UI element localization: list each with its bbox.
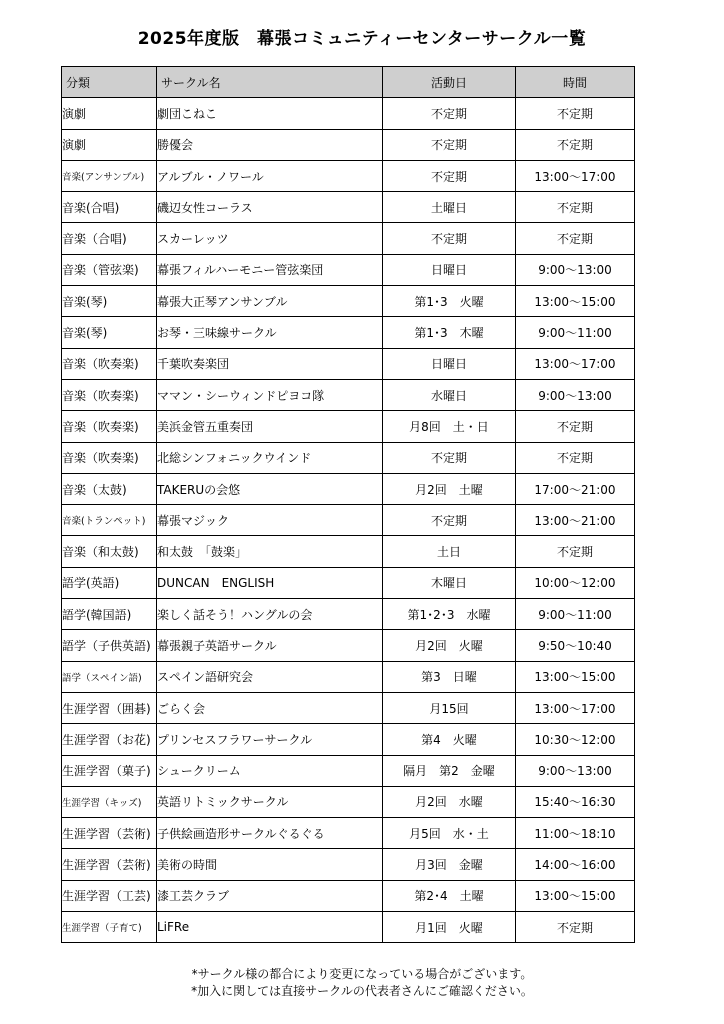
header-circle-name: サークル名 (157, 67, 383, 98)
circle-name-cell: 幕張親子英語サークル (157, 630, 383, 661)
category-cell: 音楽(琴) (62, 286, 157, 317)
category-cell: 語学(英語) (62, 567, 157, 598)
circle-name-cell: DUNCAN ENGLISH (157, 567, 383, 598)
circle-name-cell: 和太鼓 「鼓楽」 (157, 536, 383, 567)
time-cell: 14:00〜16:00 (516, 849, 635, 880)
time-cell: 13:00〜17:00 (516, 160, 635, 191)
time-cell: 不定期 (516, 98, 635, 129)
circle-name-cell: 幕張フィルハーモニー管弦楽団 (157, 254, 383, 285)
activity-day-cell: 月5回 水・土 (383, 818, 516, 849)
table-row (62, 630, 635, 661)
activity-day-cell: 日曜日 (383, 254, 516, 285)
table-row (62, 317, 635, 348)
time-cell: 13:00〜21:00 (516, 505, 635, 536)
circle-name-cell: お琴・三味線サークル (157, 317, 383, 348)
note-line: *加入に関しては直接サークルの代表者さんにご確認ください。 (191, 984, 533, 998)
category-cell: 音楽（太鼓) (62, 473, 157, 504)
circle-name-cell: 子供絵画造形サークルぐるぐる (157, 818, 383, 849)
table-row (62, 692, 635, 723)
category-cell: 音楽(トランペット) (62, 505, 157, 536)
circle-name-cell: 美術の時間 (157, 849, 383, 880)
circle-name-cell: プリンセスフラワーサークル (157, 724, 383, 755)
circle-name-cell: 劇団こねこ (157, 98, 383, 129)
activity-day-cell: 月3回 金曜 (383, 849, 516, 880)
activity-day-cell: 月8回 土・日 (383, 411, 516, 442)
time-cell: 9:00〜13:00 (516, 755, 635, 786)
activity-day-cell: 不定期 (383, 129, 516, 160)
header-category: 分類 (62, 67, 157, 98)
category-cell: 生涯学習（囲碁) (62, 692, 157, 723)
time-cell: 9:00〜13:00 (516, 379, 635, 410)
circle-name-cell: 美浜金管五重奏団 (157, 411, 383, 442)
time-cell: 13:00〜15:00 (516, 661, 635, 692)
time-cell: 13:00〜17:00 (516, 348, 635, 379)
category-cell: 音楽(アンサンブル) (62, 160, 157, 191)
time-cell: 不定期 (516, 223, 635, 254)
time-cell: 13:00〜15:00 (516, 286, 635, 317)
time-cell: 不定期 (516, 442, 635, 473)
time-cell: 9:50〜10:40 (516, 630, 635, 661)
table-row (62, 786, 635, 817)
time-cell: 9:00〜11:00 (516, 317, 635, 348)
activity-day-cell: 第1･3 火曜 (383, 286, 516, 317)
category-cell: 音楽（吹奏楽) (62, 442, 157, 473)
category-cell: 音楽（管弦楽) (62, 254, 157, 285)
time-cell: 不定期 (516, 411, 635, 442)
category-cell: 語学(韓国語) (62, 599, 157, 630)
table-row (62, 286, 635, 317)
note-line: *サークル様の都合により変更になっている場合がございます。 (191, 967, 533, 981)
category-cell: 音楽（和太鼓) (62, 536, 157, 567)
time-cell: 不定期 (516, 536, 635, 567)
time-cell: 10:30〜12:00 (516, 724, 635, 755)
category-cell: 語学（スペイン語) (62, 661, 157, 692)
table-row (62, 98, 635, 129)
circle-name-cell: 楽しく話そう！ハングルの会 (157, 599, 383, 630)
header-time: 時間 (516, 67, 635, 98)
category-cell: 生涯学習（キッズ) (62, 786, 157, 817)
page-title: 2025年度版 幕張コミュニティーセンターサークル一覧 (137, 29, 587, 49)
activity-day-cell: 不定期 (383, 442, 516, 473)
table-row (62, 599, 635, 630)
activity-day-cell: 第4 火曜 (383, 724, 516, 755)
table-row (62, 912, 635, 943)
activity-day-cell: 月2回 土曜 (383, 473, 516, 504)
time-cell: 17:00〜21:00 (516, 473, 635, 504)
activity-day-cell: 土曜日 (383, 192, 516, 223)
table-row (62, 849, 635, 880)
category-cell: 語学（子供英語) (62, 630, 157, 661)
table-header-row (62, 67, 635, 98)
table-row (62, 379, 635, 410)
table-row (62, 223, 635, 254)
category-cell: 音楽（吹奏楽) (62, 348, 157, 379)
activity-day-cell: 第2･4 土曜 (383, 880, 516, 911)
category-cell: 生涯学習（芸術) (62, 849, 157, 880)
category-cell: 演劇 (62, 129, 157, 160)
time-cell: 11:00〜18:10 (516, 818, 635, 849)
activity-day-cell: 月2回 水曜 (383, 786, 516, 817)
time-cell: 10:00〜12:00 (516, 567, 635, 598)
time-cell: 9:00〜13:00 (516, 254, 635, 285)
circle-name-cell: 勝優会 (157, 129, 383, 160)
circle-list-table (61, 66, 635, 943)
table-row (62, 724, 635, 755)
circle-name-cell: LiFRe (157, 912, 383, 943)
category-cell: 生涯学習（子育て) (62, 912, 157, 943)
category-cell: 生涯学習（菓子) (62, 755, 157, 786)
category-cell: 音楽(琴) (62, 317, 157, 348)
circle-name-cell: スカーレッツ (157, 223, 383, 254)
table-body (62, 98, 635, 943)
circle-name-cell: 千葉吹奏楽団 (157, 348, 383, 379)
table-row (62, 818, 635, 849)
category-cell: 生涯学習（工芸) (62, 880, 157, 911)
table-row (62, 567, 635, 598)
table-row (62, 160, 635, 191)
activity-day-cell: 日曜日 (383, 348, 516, 379)
circle-name-cell: 漆工芸クラブ (157, 880, 383, 911)
circle-name-cell: 磯辺女性コーラス (157, 192, 383, 223)
activity-day-cell: 不定期 (383, 98, 516, 129)
activity-day-cell: 第3 日曜 (383, 661, 516, 692)
time-cell: 15:40〜16:30 (516, 786, 635, 817)
table-row (62, 129, 635, 160)
category-cell: 生涯学習（お花) (62, 724, 157, 755)
circle-name-cell: 英語リトミックサークル (157, 786, 383, 817)
activity-day-cell: 第1･3 木曜 (383, 317, 516, 348)
circle-name-cell: TAKERUの会悠 (157, 473, 383, 504)
time-cell: 9:00〜11:00 (516, 599, 635, 630)
category-cell: 音楽（吹奏楽) (62, 379, 157, 410)
circle-name-cell: ママン・シーウィンドピヨコ隊 (157, 379, 383, 410)
activity-day-cell: 不定期 (383, 505, 516, 536)
time-cell: 不定期 (516, 129, 635, 160)
table-row (62, 254, 635, 285)
table-row (62, 473, 635, 504)
category-cell: 音楽(合唱) (62, 192, 157, 223)
table-row (62, 505, 635, 536)
activity-day-cell: 土日 (383, 536, 516, 567)
activity-day-cell: 月2回 火曜 (383, 630, 516, 661)
circle-name-cell: 幕張マジック (157, 505, 383, 536)
table-row (62, 536, 635, 567)
time-cell: 13:00〜17:00 (516, 692, 635, 723)
circle-name-cell: スペイン語研究会 (157, 661, 383, 692)
notes (0, 966, 724, 1000)
category-cell: 音楽（吹奏楽) (62, 411, 157, 442)
activity-day-cell: 不定期 (383, 223, 516, 254)
category-cell: 生涯学習（芸術) (62, 818, 157, 849)
activity-day-cell: 不定期 (383, 160, 516, 191)
activity-day-cell: 第1･2･3 水曜 (383, 599, 516, 630)
category-cell: 演劇 (62, 98, 157, 129)
activity-day-cell: 月15回 (383, 692, 516, 723)
table-row (62, 755, 635, 786)
activity-day-cell: 隔月 第2 金曜 (383, 755, 516, 786)
header-activity-day: 活動日 (383, 67, 516, 98)
circle-name-cell: 幕張大正琴アンサンブル (157, 286, 383, 317)
table-row (62, 880, 635, 911)
activity-day-cell: 木曜日 (383, 567, 516, 598)
category-cell: 音楽（合唱) (62, 223, 157, 254)
circle-name-cell: シュークリーム (157, 755, 383, 786)
table-row (62, 411, 635, 442)
table-row (62, 442, 635, 473)
time-cell: 不定期 (516, 912, 635, 943)
table-row (62, 192, 635, 223)
activity-day-cell: 月1回 火曜 (383, 912, 516, 943)
circle-name-cell: ごらく会 (157, 692, 383, 723)
time-cell: 不定期 (516, 192, 635, 223)
time-cell: 13:00〜15:00 (516, 880, 635, 911)
table-row (62, 661, 635, 692)
activity-day-cell: 水曜日 (383, 379, 516, 410)
circle-name-cell: アルブル・ノワール (157, 160, 383, 191)
circle-name-cell: 北総シンフォニックウインド (157, 442, 383, 473)
table-row (62, 348, 635, 379)
